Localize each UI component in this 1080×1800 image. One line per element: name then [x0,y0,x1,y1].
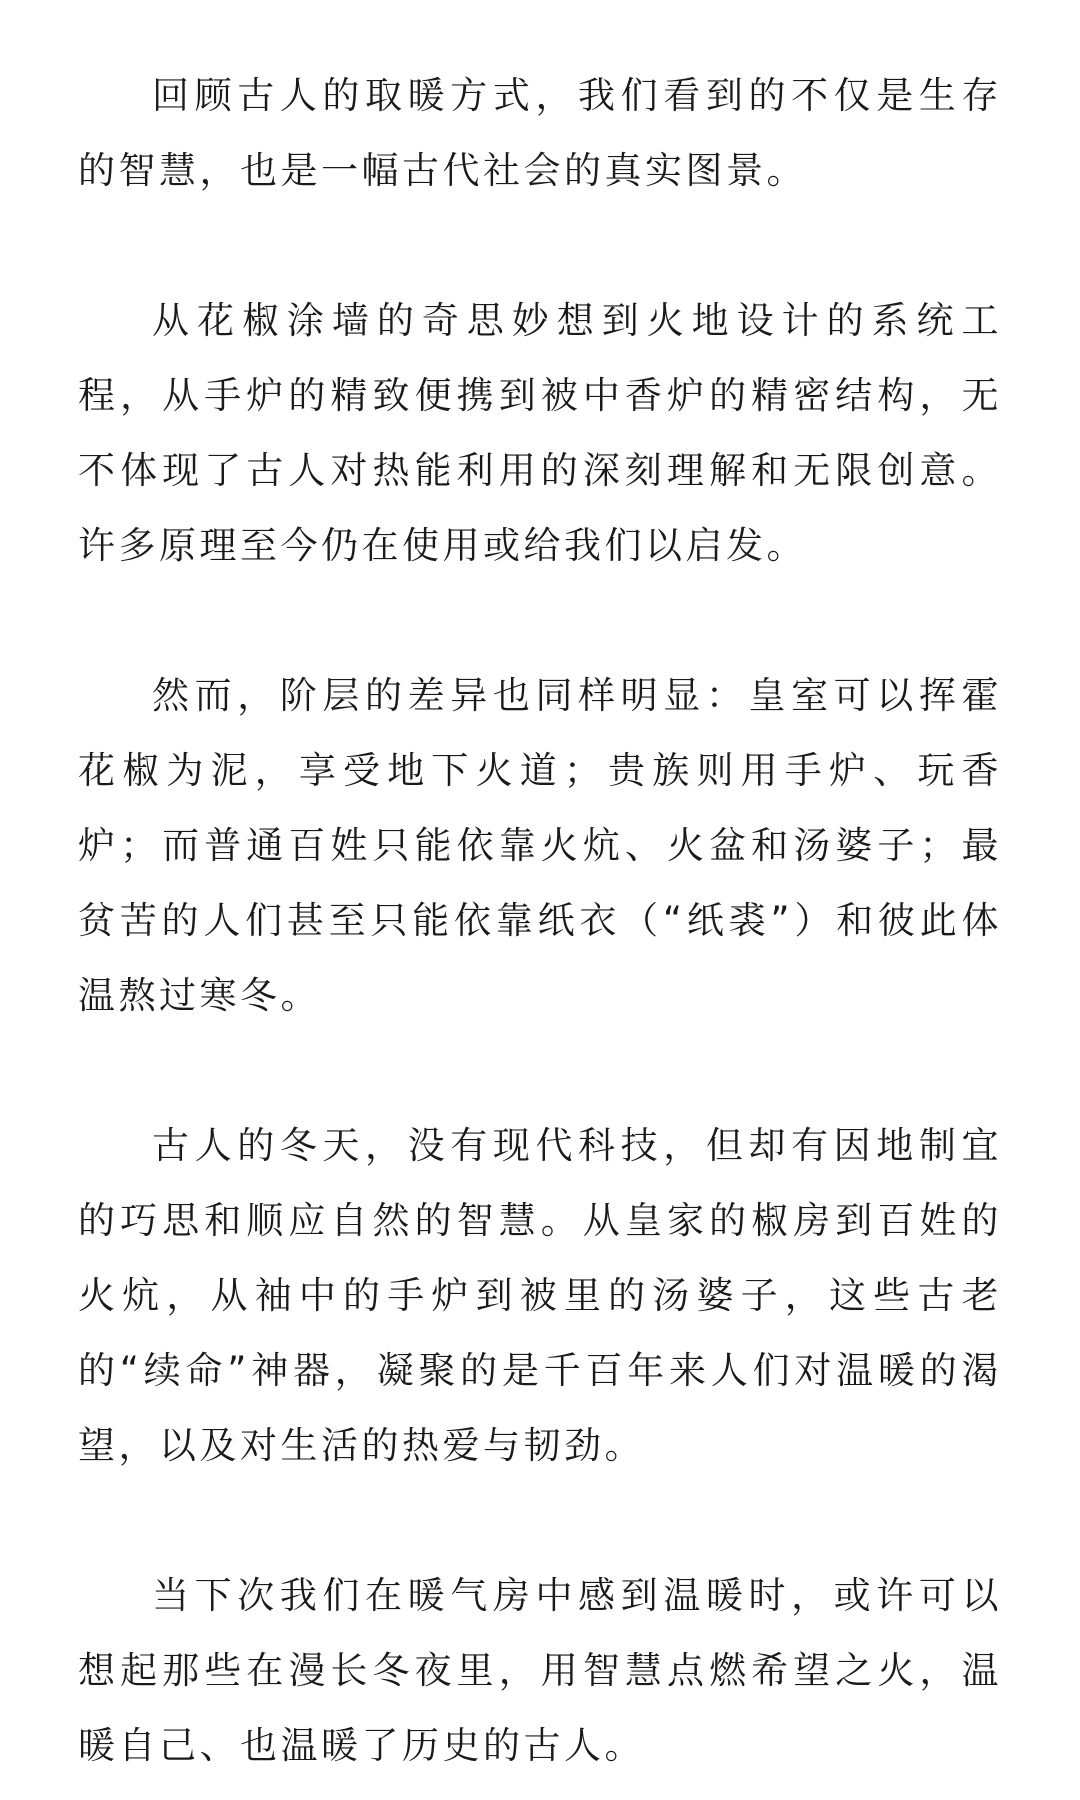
paragraph-2: 从花椒涂墙的奇思妙想到火地设计的系统工程，从手炉的精致便携到被中香炉的精密结构，无不体现了古人对热能利用的深刻理解和无限创意。许多原理至今仍在使用或给我们以启发。 [78,299,1002,567]
paragraph-3: 然而，阶层的差异也同样明显：皇室可以挥霍花椒为泥，享受地下火道；贵族则用手炉、玩香炉；而普通百姓只能依靠火炕、火盆和汤婆子；最贫苦的人们甚至只能依靠纸衣（“纸裘”）和彼此体温熬过寒冬。 [78,674,1002,1017]
paragraph-1: 回顾古人的取暖方式，我们看到的不仅是生存的智慧，也是一幅古代社会的真实图景。 [78,74,1002,192]
paragraph-5: 当下次我们在暖气房中感到温暖时，或许可以想起那些在漫长冬夜里，用智慧点燃希望之火，温暖自己、也温暖了历史的古人。 [78,1574,1002,1767]
paragraph-4: 古人的冬天，没有现代科技，但却有因地制宜的巧思和顺应自然的智慧。从皇家的椒房到百姓的火炕，从袖中的手炉到被里的汤婆子，这些古老的“续命”神器，凝聚的是千百年来人们对温暖的渴望，以及对生活的热爱与韧劲。 [78,1124,1002,1467]
